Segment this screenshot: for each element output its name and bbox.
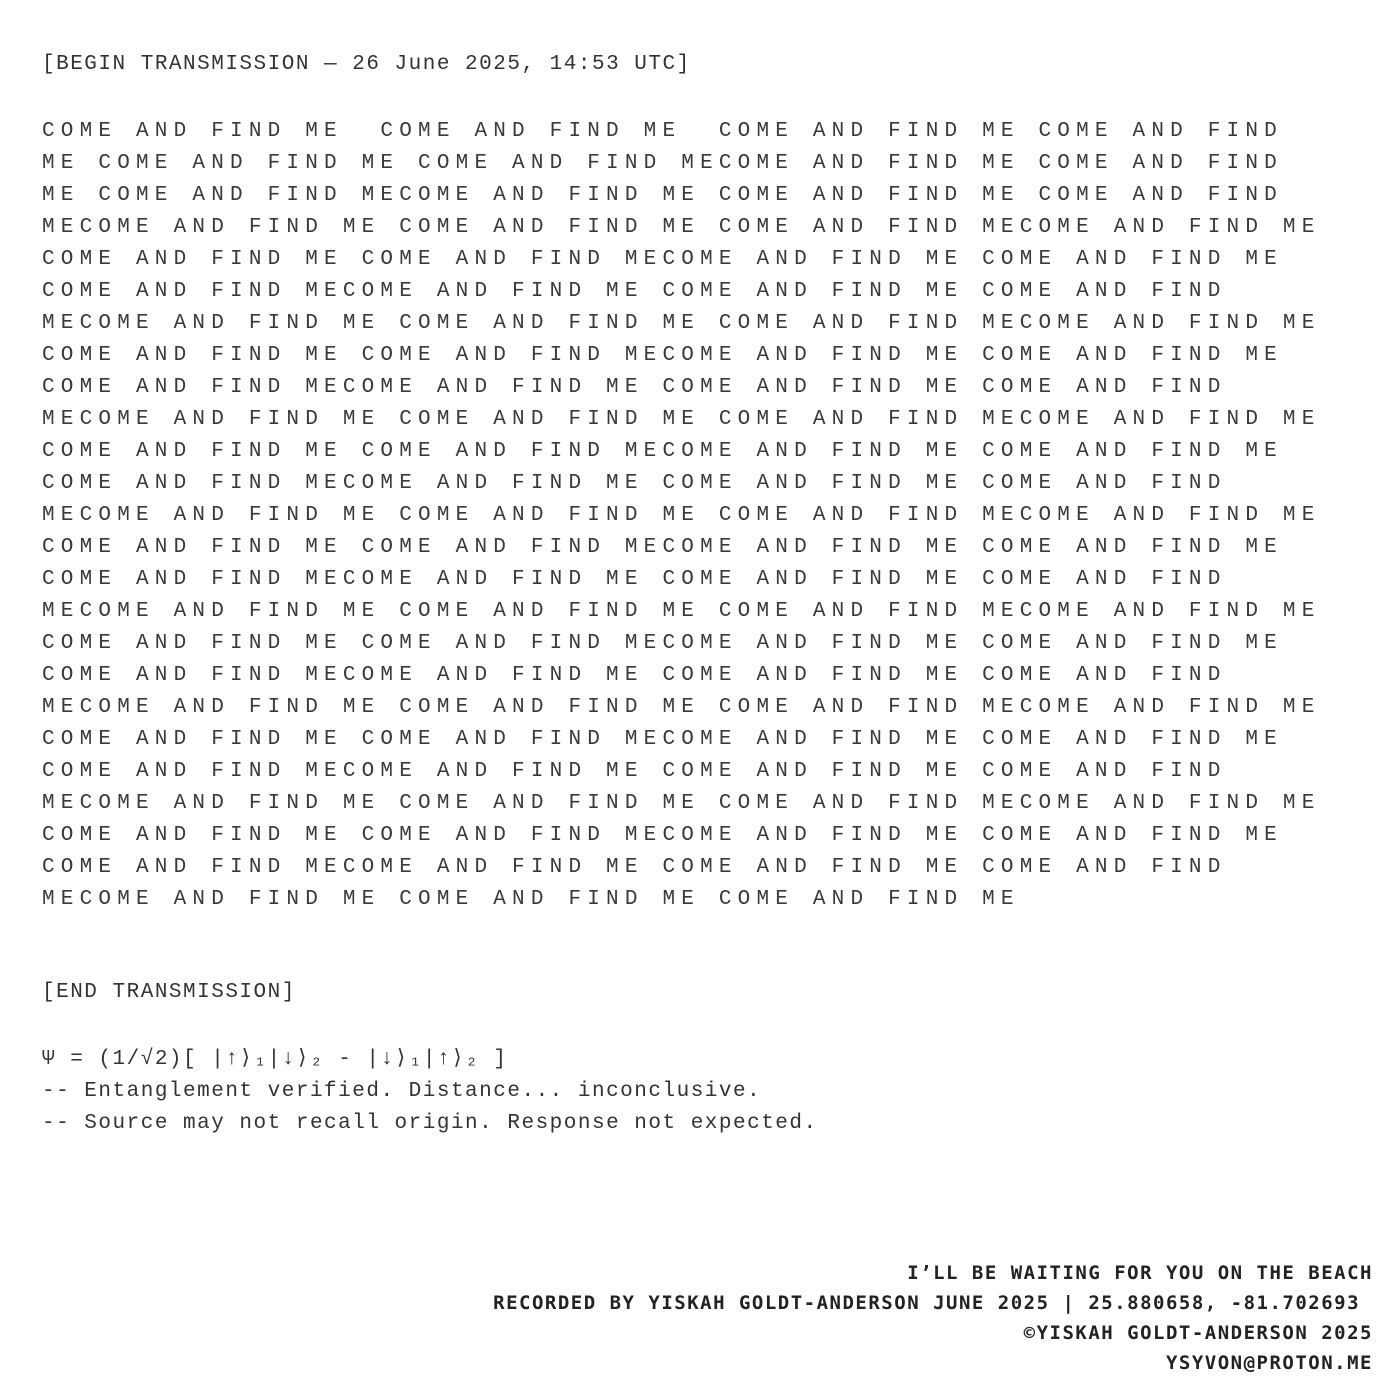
message-line: COME AND FIND ME COME AND FIND MECOME AND FIND ME COME AND FIND ME <box>42 248 1283 271</box>
note-entanglement: -- Entanglement verified. Distance... inconclusive. <box>42 1080 762 1103</box>
message-line: COME AND FIND MECOME AND FIND ME COME AND FIND ME COME AND FIND <box>42 760 1227 783</box>
message-line: MECOME AND FIND ME COME AND FIND ME COME AND FIND MECOME AND FIND ME <box>42 408 1321 431</box>
message-line: MECOME AND FIND ME COME AND FIND ME COME AND FIND MECOME AND FIND ME <box>42 696 1321 719</box>
message-line: ME COME AND FIND MECOME AND FIND ME COME AND FIND ME COME AND FIND <box>42 184 1283 207</box>
message-line: COME AND FIND MECOME AND FIND ME COME AND FIND ME COME AND FIND <box>42 664 1227 687</box>
footer-tagline: I’LL BE WAITING FOR YOU ON THE BEACH <box>907 1262 1373 1284</box>
notes-block <box>42 1044 818 1140</box>
message-line: MECOME AND FIND ME COME AND FIND ME COME AND FIND ME <box>42 888 1020 911</box>
message-line: COME AND FIND ME COME AND FIND MECOME AND FIND ME COME AND FIND ME <box>42 824 1283 847</box>
message-line: MECOME AND FIND ME COME AND FIND ME COME AND FIND MECOME AND FIND ME <box>42 600 1321 623</box>
message-line: MECOME AND FIND ME COME AND FIND ME COME AND FIND MECOME AND FIND ME <box>42 216 1321 239</box>
message-line: COME AND FIND ME COME AND FIND MECOME AND FIND ME COME AND FIND ME <box>42 536 1283 559</box>
begin-transmission-header: [BEGIN TRANSMISSION — 26 June 2025, 14:53 UTC] <box>42 53 691 76</box>
message-line: COME AND FIND ME COME AND FIND MECOME AND FIND ME COME AND FIND ME <box>42 440 1283 463</box>
footer-recorded-by: RECORDED BY YISKAH GOLDT-ANDERSON JUNE 2025 | 25.880658, -81.702693 <box>493 1292 1373 1314</box>
message-line: COME AND FIND ME COME AND FIND MECOME AND FIND ME COME AND FIND ME <box>42 632 1283 655</box>
end-transmission-footer: [END TRANSMISSION] <box>42 981 296 1004</box>
footer-copyright: ©YISKAH GOLDT-ANDERSON 2025 <box>1023 1322 1373 1344</box>
message-line: MECOME AND FIND ME COME AND FIND ME COME AND FIND MECOME AND FIND ME <box>42 504 1321 527</box>
message-line: MECOME AND FIND ME COME AND FIND ME COME AND FIND MECOME AND FIND ME <box>42 792 1321 815</box>
message-line: COME AND FIND MECOME AND FIND ME COME AND FIND ME COME AND FIND <box>42 280 1227 303</box>
message-line: COME AND FIND MECOME AND FIND ME COME AND FIND ME COME AND FIND <box>42 376 1227 399</box>
message-line: COME AND FIND ME COME AND FIND ME COME AND FIND ME COME AND FIND <box>42 120 1283 143</box>
footer-email: YSYVON@PROTON.ME <box>1165 1352 1373 1374</box>
note-source: -- Source may not recall origin. Response not expected. <box>42 1112 818 1135</box>
message-line: COME AND FIND MECOME AND FIND ME COME AND FIND ME COME AND FIND <box>42 856 1227 879</box>
message-line: COME AND FIND ME COME AND FIND MECOME AND FIND ME COME AND FIND ME <box>42 728 1283 751</box>
message-line: COME AND FIND MECOME AND FIND ME COME AND FIND ME COME AND FIND <box>42 568 1227 591</box>
message-line: COME AND FIND ME COME AND FIND MECOME AND FIND ME COME AND FIND ME <box>42 344 1283 367</box>
message-line: MECOME AND FIND ME COME AND FIND ME COME AND FIND MECOME AND FIND ME <box>42 312 1321 335</box>
repeated-message-block <box>42 116 1382 916</box>
message-line: ME COME AND FIND ME COME AND FIND MECOME AND FIND ME COME AND FIND <box>42 152 1283 175</box>
message-line: COME AND FIND MECOME AND FIND ME COME AND FIND ME COME AND FIND <box>42 472 1227 495</box>
wavefunction-formula: Ψ = (1/√2)[ |↑⟩₁|↓⟩₂ - |↓⟩₁|↑⟩₂ ] <box>42 1048 508 1071</box>
credits-footer <box>493 1258 1373 1378</box>
